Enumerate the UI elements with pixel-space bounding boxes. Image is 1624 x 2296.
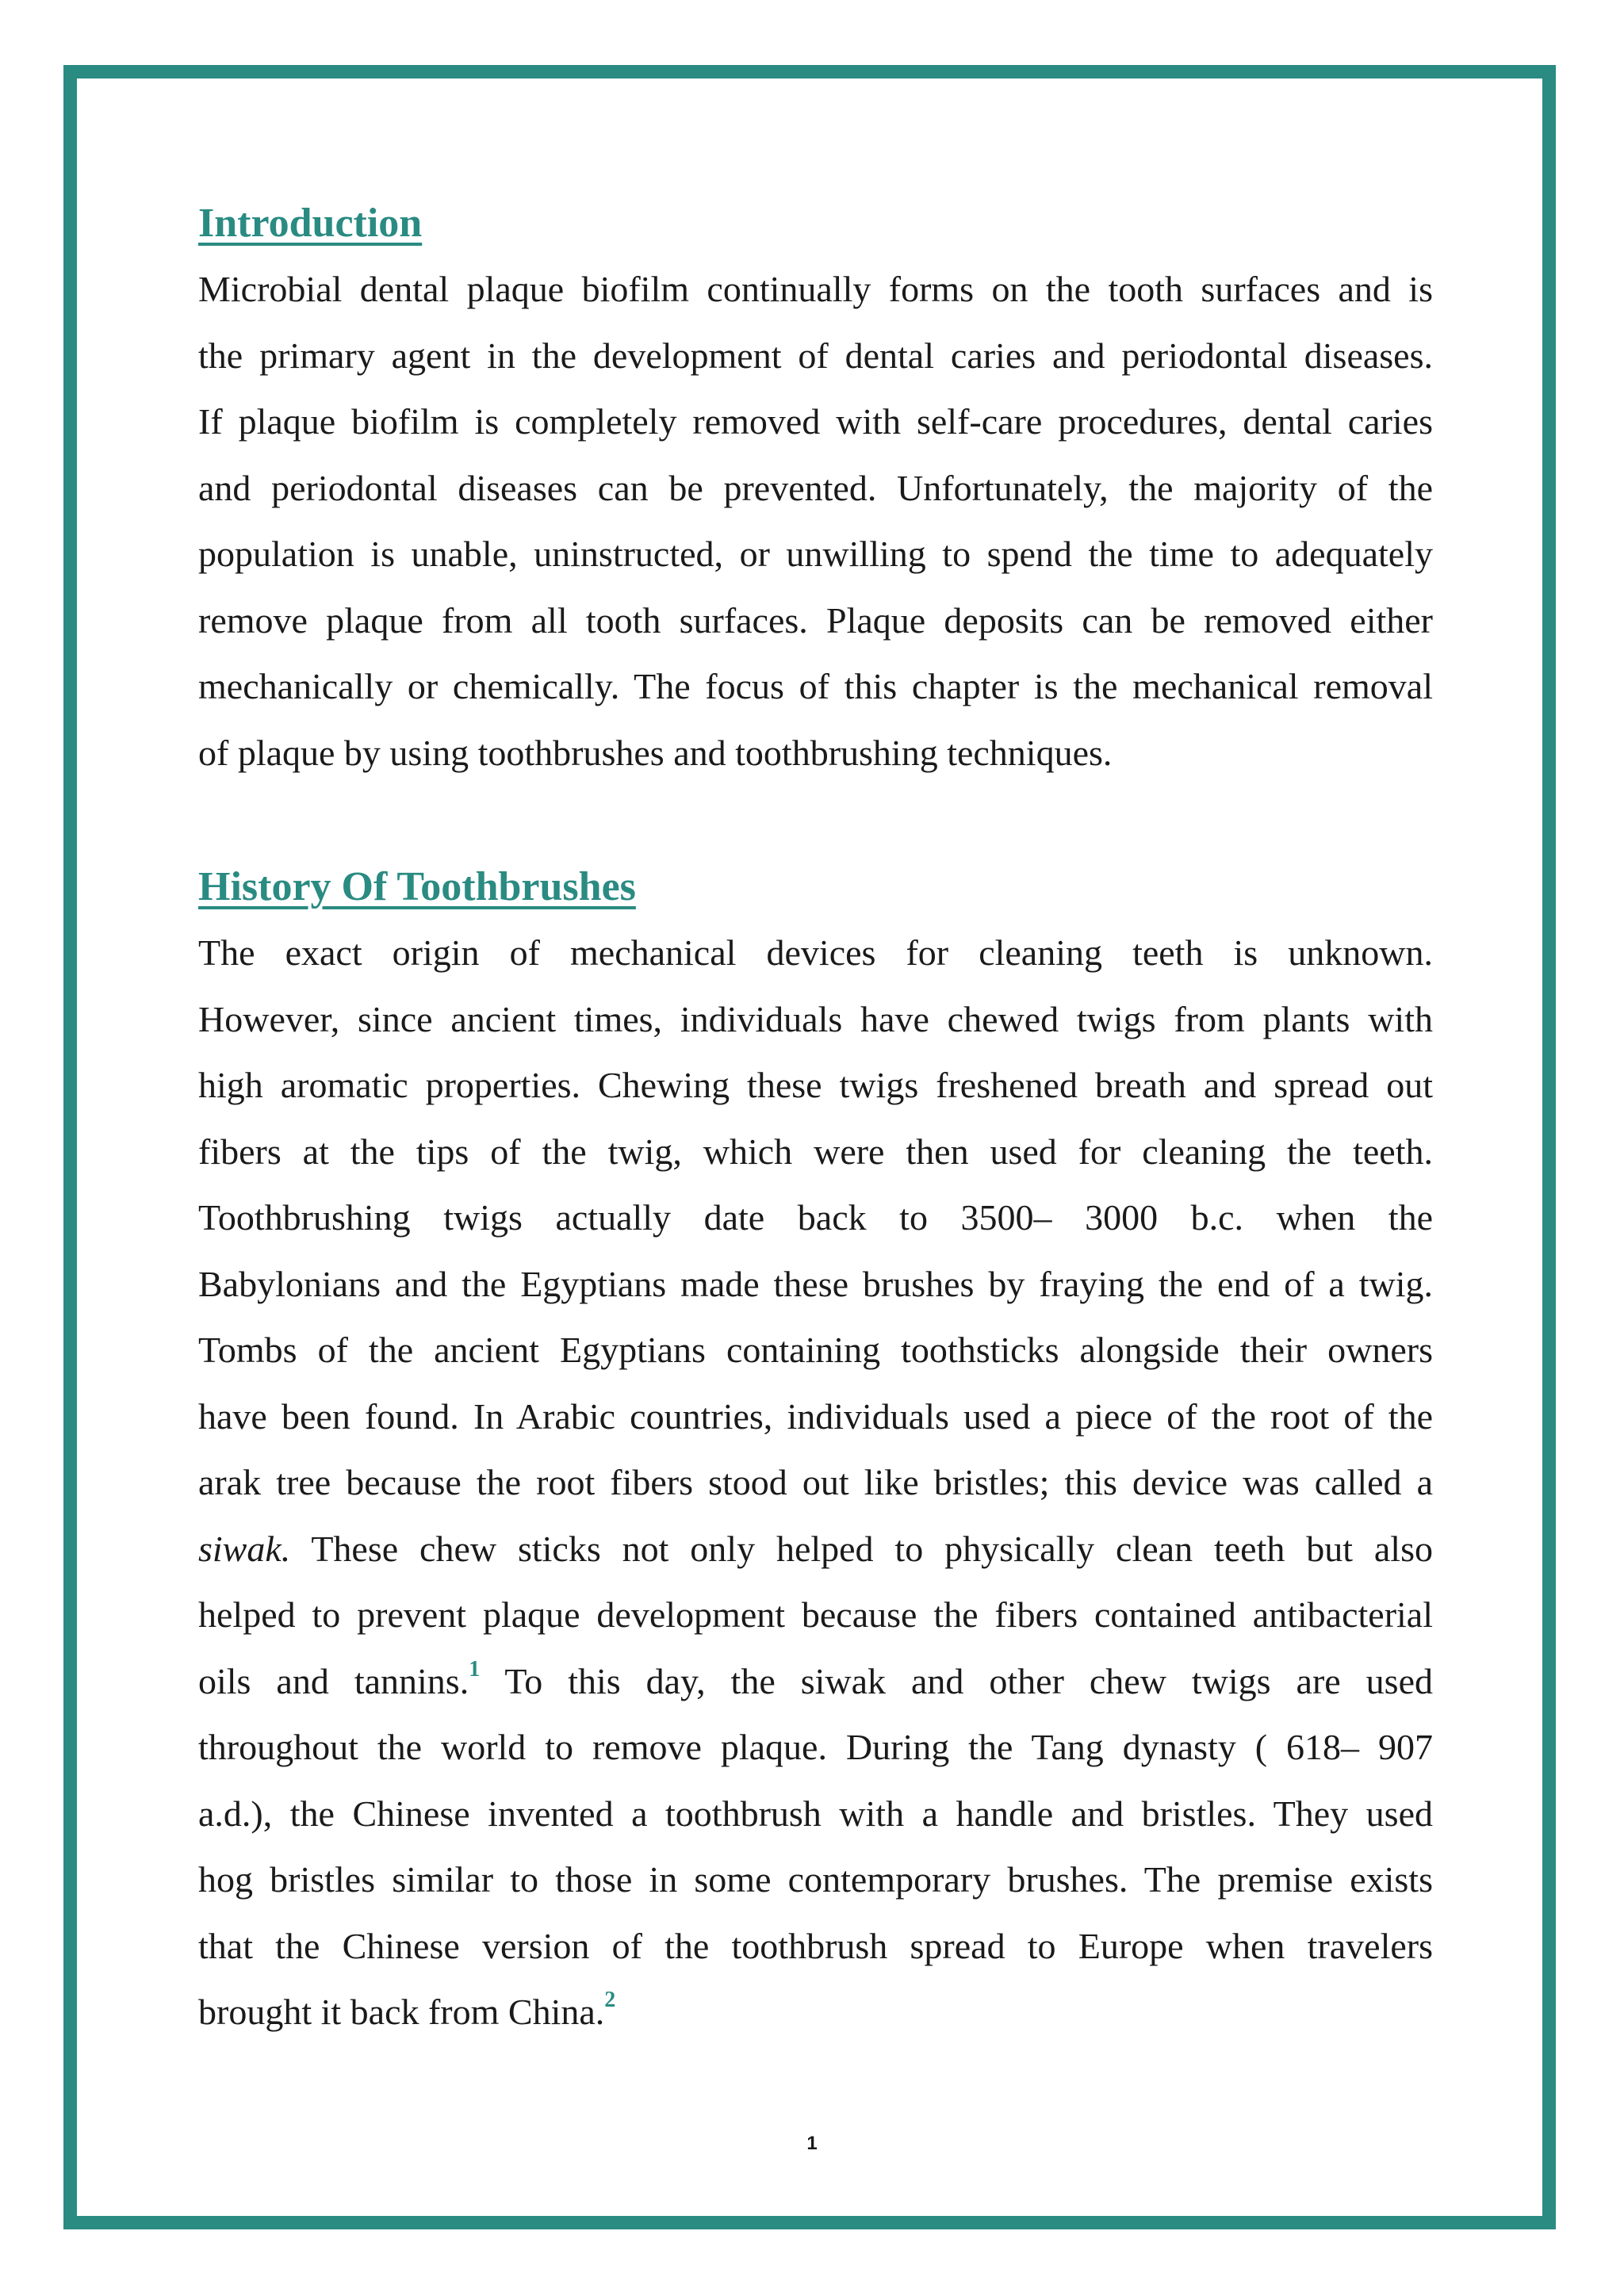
paragraph-history xyxy=(198,920,1433,2045)
text-line xyxy=(198,1979,1433,2045)
text-line: helped to prevent plaque development because the fibers contained antibacterial xyxy=(198,1594,1433,1635)
text-line: remove plaque from all tooth surfaces. Plaque deposits can be removed either xyxy=(198,599,1433,641)
text-line: that the Chinese version of the toothbrush spread to Europe when travelers xyxy=(198,1925,1433,1966)
text-line: fibers at the tips of the twig, which were then used for cleaning the teeth. xyxy=(198,1131,1433,1172)
footnote-ref-2[interactable]: 2 xyxy=(604,1988,616,2012)
text-line: arak tree because the root fibers stood out like bristles; this device was called a xyxy=(198,1462,1433,1502)
text-line: hog bristles similar to those in some contemporary brushes. The premise exists xyxy=(198,1859,1433,1900)
text-line: Tombs of the ancient Egyptians containing toothsticks alongside their owners xyxy=(198,1330,1433,1370)
text-line: However, since ancient times, individuals have chewed twigs from plants with xyxy=(198,998,1433,1039)
footnote-ref-1[interactable]: 1 xyxy=(469,1656,481,1682)
text-line: If plaque biofilm is completely removed with self-care procedures, dental caries xyxy=(198,401,1433,442)
text-run: brought it back from China. xyxy=(198,1992,605,2032)
document-body xyxy=(198,190,1433,2045)
text-line: population is unable, uninstructed, or unwilling to spend the time to adequately xyxy=(198,534,1433,574)
text-line: Toothbrushing twigs actually date back to 3500– 3000 b.c. when the xyxy=(198,1197,1433,1238)
text-line xyxy=(198,1516,1433,1582)
text-run: oils and tannins. xyxy=(198,1660,469,1701)
italic-term-siwak: siwak. xyxy=(198,1528,291,1569)
text-line: high aromatic properties. Chewing these twigs freshened breath and spread out xyxy=(198,1065,1433,1105)
text-line: Microbial dental plaque biofilm continually forms on the tooth surfaces and is xyxy=(198,269,1433,309)
text-line: Babylonians and the Egyptians made these brushes by fraying the end of a twig. xyxy=(198,1263,1433,1304)
text-line: The exact origin of mechanical devices for cleaning teeth is unknown. xyxy=(198,932,1433,973)
text-line: of plaque by using toothbrushes and toothbrushing techniques. xyxy=(198,732,1113,773)
page-number: 1 xyxy=(806,2133,818,2154)
text-line: a.d.), the Chinese invented a toothbrush with a handle and bristles. They used xyxy=(198,1793,1433,1834)
section-heading-introduction: Introduction xyxy=(198,201,423,246)
section-heading-history: History Of Toothbrushes xyxy=(198,864,636,909)
text-line: mechanically or chemically. The focus of this chapter is the mechanical removal xyxy=(198,666,1433,706)
text-line: throughout the world to remove plaque. During the Tang dynasty ( 618– 907 xyxy=(198,1727,1433,1767)
text-line: and periodontal diseases can be prevented. Unfortunately, the majority of the xyxy=(198,467,1433,508)
text-run: These chew sticks not only helped to physically clean teeth but also xyxy=(290,1528,1433,1569)
text-line: have been found. In Arabic countries, individuals used a piece of the root of the xyxy=(198,1395,1433,1437)
text-line: the primary agent in the development of dental caries and periodontal diseases. xyxy=(198,335,1433,376)
text-line xyxy=(198,1648,1433,1715)
paragraph-introduction xyxy=(198,256,1433,786)
text-run: To this day, the siwak and other chew twigs are used xyxy=(480,1660,1433,1701)
